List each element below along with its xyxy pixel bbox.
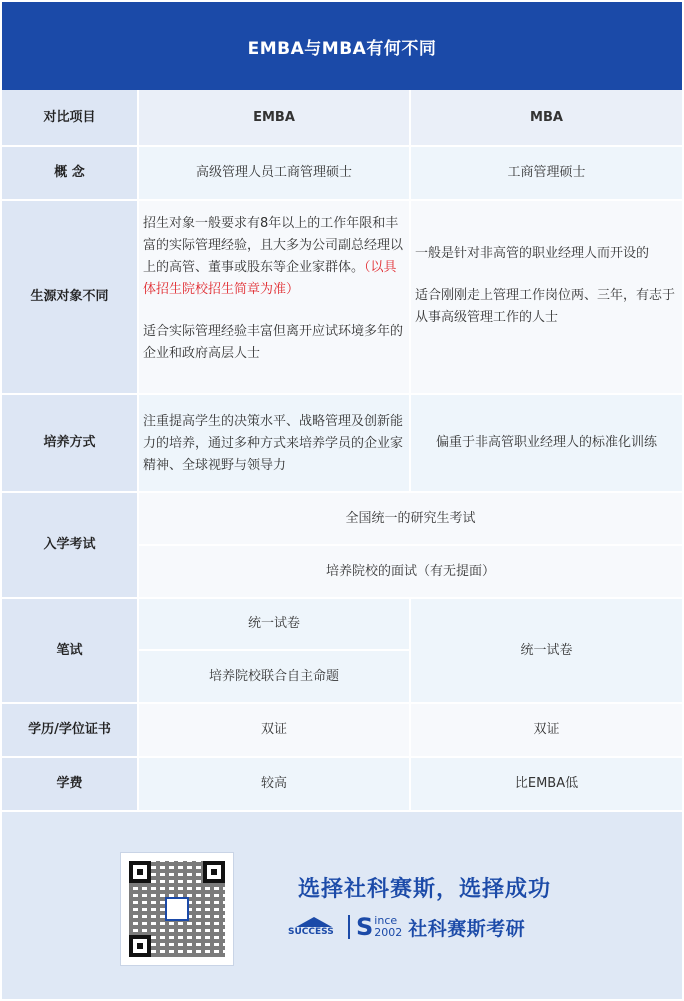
- brand-logo: [288, 912, 525, 942]
- brand-since-year: 2002: [374, 926, 403, 939]
- brand-s-letter: S: [356, 913, 374, 941]
- label-training: 培养方式: [2, 395, 137, 491]
- qr-code[interactable]: [120, 852, 234, 966]
- label-exam: 入学考试: [2, 493, 137, 597]
- source-mba-suitable: 适合刚刚走上管理工作岗位两、三年，有志于从事高级管理工作的人士: [415, 288, 676, 325]
- written-emba-unified: 统一试卷: [139, 599, 409, 649]
- source-mba-text: 一般是针对非高管的职业经理人而开设的: [415, 246, 650, 261]
- qr-logo-icon: [165, 897, 189, 921]
- source-emba-suitable: 适合实际管理经验丰富但离开应试环境多年的企业和政府高层人士: [143, 324, 404, 361]
- concept-emba: 高级管理人员工商管理硕士: [139, 147, 409, 199]
- concept-mba: 工商管理硕士: [411, 147, 682, 199]
- fee-emba: 较高: [139, 758, 409, 810]
- degree-mba: 双证: [411, 704, 682, 756]
- exam-national: 全国统一的研究生考试: [139, 493, 682, 544]
- brand-divider: [348, 915, 350, 939]
- source-mba: [411, 201, 682, 393]
- training-emba: 注重提高学生的决策水平、战略管理及创新能力的培养，通过多种方式来培养学员的企业家精神、全球视野与领导力: [139, 395, 409, 491]
- source-emba-note: （以具体招生院校招生简章为准）: [143, 260, 397, 297]
- page-title: EMBA与MBA有何不同: [247, 38, 437, 59]
- qr-finder-icon: [129, 935, 151, 957]
- brand-since: [374, 915, 402, 939]
- brand-since-top: ince: [374, 914, 398, 927]
- fee-mba: 比EMBA低: [411, 758, 682, 810]
- title-banner: [2, 2, 682, 90]
- label-degree: 学历/学位证书: [2, 704, 137, 756]
- brand-name: 社科赛斯考研: [408, 917, 526, 940]
- footer-banner: [2, 812, 682, 999]
- exam-interview: 培养院校的面试（有无提面）: [139, 546, 682, 597]
- label-source: 生源对象不同: [2, 201, 137, 393]
- degree-emba: 双证: [139, 704, 409, 756]
- slogan: 选择社科赛斯，选择成功: [298, 877, 552, 902]
- header-emba: EMBA: [139, 90, 409, 145]
- training-mba: 偏重于非高管职业经理人的标准化训练: [411, 395, 682, 491]
- label-concept: 概 念: [2, 147, 137, 199]
- header-item: 对比项目: [2, 90, 137, 145]
- source-emba-text: 招生对象一般要求有8年以上的工作年限和丰富的实际管理经验，且大多为公司副总经理以上的高管、董事或股东等企业家群体。: [143, 216, 404, 275]
- source-emba: [139, 201, 409, 393]
- written-emba-joint: 培养院校联合自主命题: [139, 651, 409, 702]
- brand-success-text: SUCCESS: [288, 917, 342, 937]
- qr-finder-icon: [129, 861, 151, 883]
- label-written: 笔试: [2, 599, 137, 702]
- written-mba: 统一试卷: [411, 599, 682, 702]
- label-fee: 学费: [2, 758, 137, 810]
- header-mba: MBA: [411, 90, 682, 145]
- comparison-table: [2, 90, 682, 810]
- qr-finder-icon: [203, 861, 225, 883]
